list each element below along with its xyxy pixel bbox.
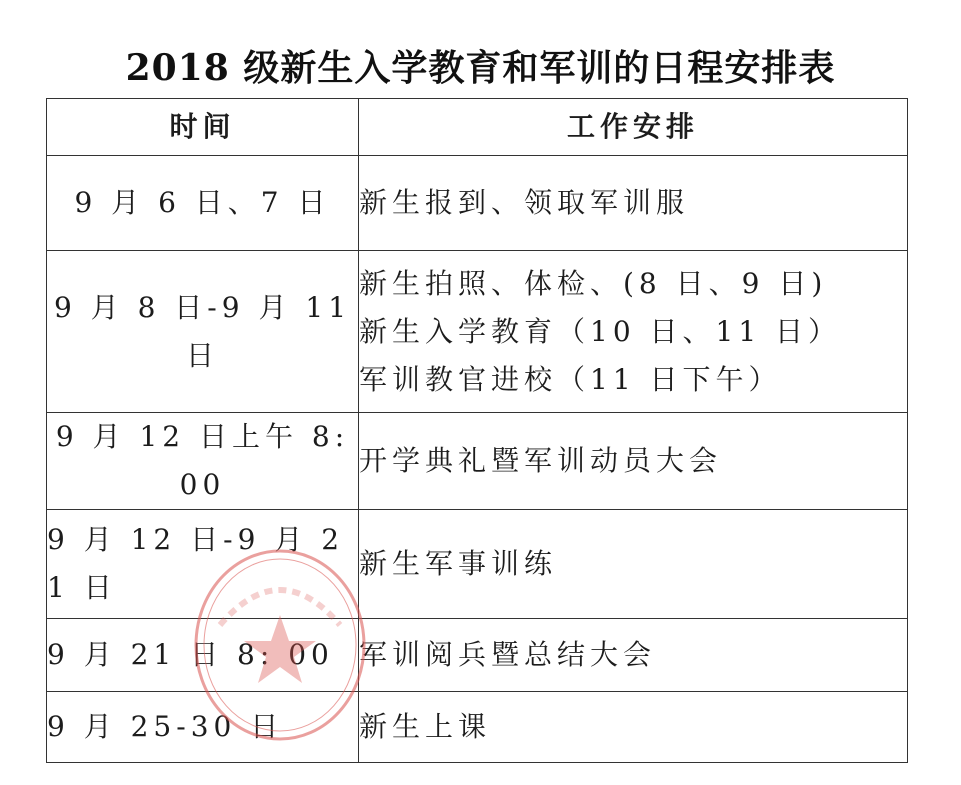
row-task — [359, 619, 908, 692]
row-time: 9 月 6 日、7 日 — [47, 156, 359, 251]
table-row — [47, 510, 908, 619]
page-title: 2018 级新生入学教育和军训的日程安排表 — [125, 47, 836, 89]
header-time: 时间 — [47, 99, 359, 156]
row-time: 9 月 25-30 日 — [47, 692, 359, 763]
task-line: 军训阅兵暨总结大会 — [359, 638, 657, 671]
task-line: 新生军事训练 — [359, 547, 558, 580]
row-time: 9 月 12 日-9 月 21 日 — [47, 510, 359, 619]
table-row — [47, 156, 908, 251]
row-time: 9 月 12 日上午 8:00 — [47, 413, 359, 510]
table-row — [47, 692, 908, 763]
task-line: 开学典礼暨军训动员大会 — [359, 444, 723, 477]
row-task — [359, 156, 908, 251]
header-task: 工作安排 — [359, 99, 908, 156]
row-time: 9 月 8 日-9 月 11 日 — [47, 251, 359, 413]
row-time: 9 月 21 日 8: 00 — [47, 619, 359, 692]
table-header-row — [47, 99, 908, 156]
row-task — [359, 413, 908, 510]
schedule-table — [46, 98, 908, 763]
table-row — [47, 413, 908, 510]
table-row — [47, 619, 908, 692]
task-line: 新生拍照、体检、(8 日、9 日) — [359, 266, 828, 300]
row-task — [359, 692, 908, 763]
row-task — [359, 510, 908, 619]
task-line: 新生上课 — [359, 710, 492, 743]
row-task — [359, 251, 908, 413]
task-line: 新生报到、领取军训服 — [359, 186, 690, 219]
task-line: 新生入学教育（10 日、11 日） — [359, 314, 842, 348]
task-line: 军训教官进校（11 日下午） — [359, 362, 782, 396]
table-row — [47, 251, 908, 413]
